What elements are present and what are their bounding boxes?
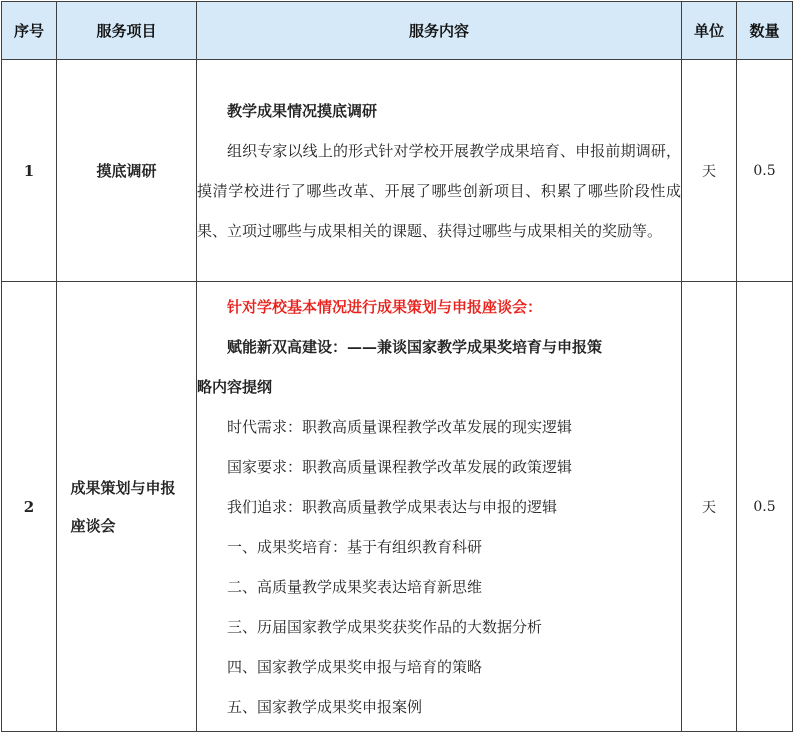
table-row	[2, 60, 793, 282]
row-quantity: 0.5	[737, 60, 793, 282]
row-content	[197, 282, 682, 732]
row-item	[57, 60, 197, 282]
content-paragraph: 组织专家以线上的形式针对学校开展教学成果培育、申报前期调研，摸清学校进行了哪些改革、开展了哪些创新项目、积累了哪些阶段性成果、立项过哪些与成果相关的课题、获得过哪些与成果相关的奖励等。	[197, 141, 681, 240]
service-table	[1, 1, 793, 732]
row-content	[197, 60, 682, 282]
row-item-text: 摸底调研	[96, 161, 157, 180]
row-item	[57, 282, 197, 732]
content-highlight: 针对学校基本情况进行成果策划与申报座谈会：	[227, 297, 543, 316]
content-line: 五、国家教学成果奖申报案例	[227, 697, 423, 716]
row-index: 2	[2, 282, 57, 732]
row-unit: 天	[682, 60, 737, 282]
row-unit: 天	[682, 282, 737, 732]
content-line: 时代需求：职教高质量课程教学改革发展的现实逻辑	[227, 417, 573, 436]
row-quantity: 0.5	[737, 282, 793, 732]
header-item: 服务项目	[57, 2, 197, 60]
table-header-row	[2, 2, 793, 60]
content-title-line1: 赋能新双高建设：——兼谈国家教学成果奖培育与申报策	[227, 337, 603, 356]
header-content: 服务内容	[197, 2, 682, 60]
content-heading: 教学成果情况摸底调研	[227, 101, 378, 120]
content-line: 二、高质量教学成果奖表达培育新思维	[227, 577, 483, 596]
header-quantity: 数量	[737, 2, 793, 60]
content-line: 四、国家教学成果奖申报与培育的策略	[227, 657, 483, 676]
content-line: 我们追求：职教高质量教学成果表达与申报的逻辑	[227, 497, 558, 516]
row-item-text: 成果策划与申报座谈会	[70, 478, 176, 535]
table-row	[2, 282, 793, 732]
content-line: 三、历届国家教学成果奖获奖作品的大数据分析	[227, 617, 543, 636]
header-index: 序号	[2, 2, 57, 60]
row-index: 1	[2, 60, 57, 282]
content-line: 一、成果奖培育：基于有组织教育科研	[227, 537, 483, 556]
header-unit: 单位	[682, 2, 737, 60]
content-title-line2: 略内容提纲	[197, 377, 273, 396]
content-line: 国家要求：职教高质量课程教学改革发展的政策逻辑	[227, 457, 573, 476]
